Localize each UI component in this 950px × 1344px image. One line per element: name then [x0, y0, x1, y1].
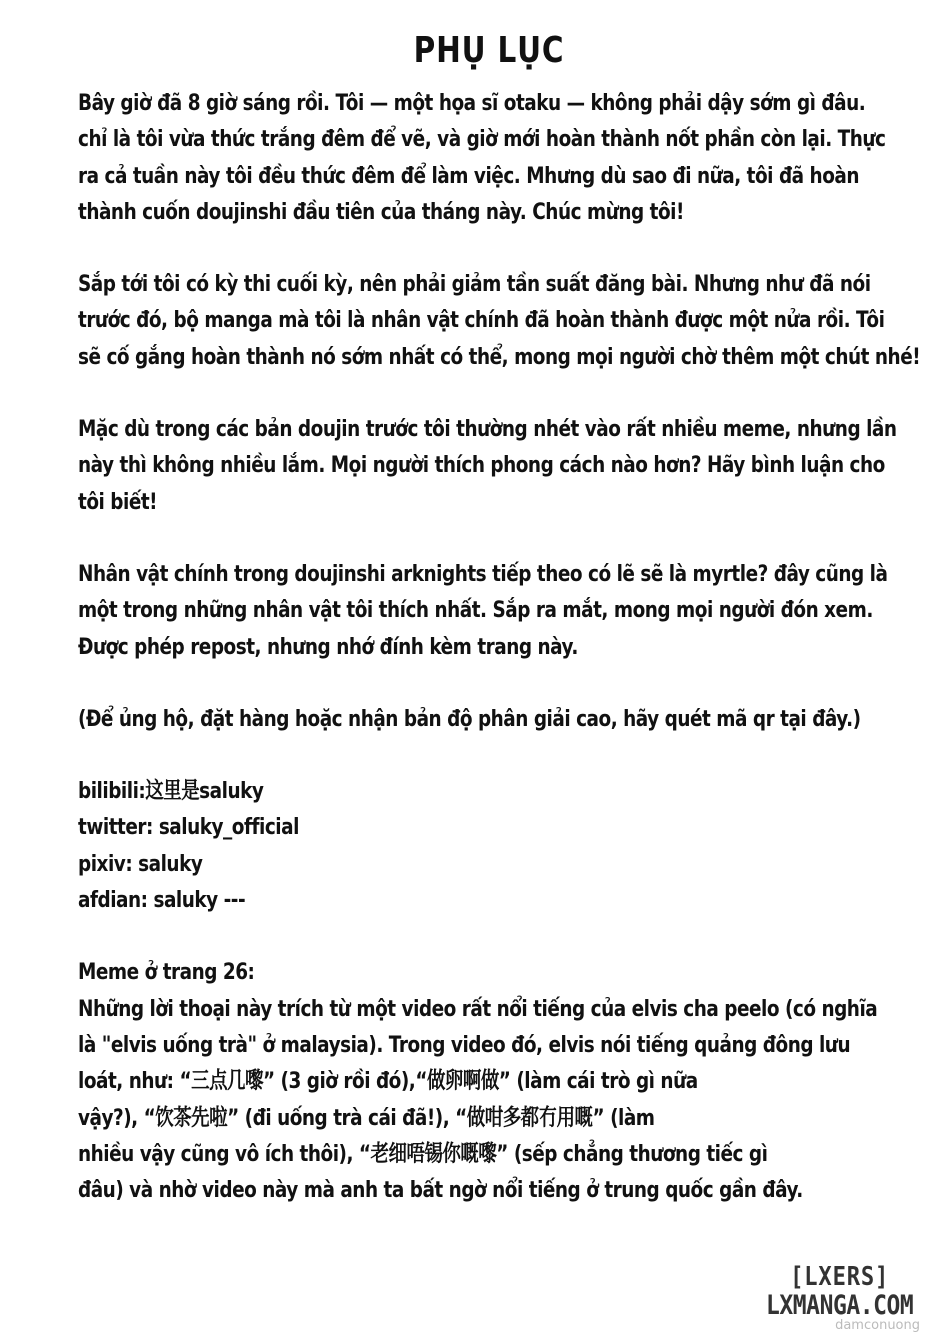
text-line: (Để ủng hộ, đặt hàng hoặc nhận bản độ phân giải cao, hãy quét mã qr tại đây.)	[78, 705, 861, 732]
text-line: trước đó, bộ manga mà tôi là nhân vật chính đã hoàn thành được một nửa rồi. Tôi	[78, 307, 885, 334]
text-line: là "elvis uống trà" ở malaysia). Trong video đó, elvis nói tiếng quảng đông lưu	[78, 1031, 851, 1058]
page-title: PHỤ LỤC	[413, 30, 565, 71]
text-line: thành cuốn doujinshi đầu tiên của tháng này. Chúc mừng tôi!	[78, 198, 684, 225]
text-line: Sắp tới tôi có kỳ thi cuối kỳ, nên phải giảm tần suất đăng bài. Nhưng như đã nói	[78, 271, 871, 298]
paragraph-meme-notes	[78, 954, 900, 1208]
site-watermark	[753, 1262, 926, 1333]
text-line: loát, như: “三点几嚟” (3 giờ rồi đó),“做卵啊做” (làm cái trò gì nữa	[78, 1068, 698, 1095]
text-line: sẽ cố gắng hoàn thành nó sớm nhất có thể, mong mọi người chờ thêm một chút nhé!	[78, 343, 921, 370]
text-line: Bây giờ đã 8 giờ sáng rồi. Tôi — một họa sĩ otaku — không phải dậy sớm gì đâu.	[78, 90, 866, 116]
watermark-site: LXMANGA.COM	[765, 1290, 914, 1321]
text-line: đâu) và nhờ video này mà anh ta bất ngờ nổi tiếng ở trung quốc gần đây.	[78, 1177, 803, 1204]
text-line: Mặc dù trong các bản doujin trước tôi thường nhét vào rất nhiều meme, nhưng lần	[78, 416, 897, 443]
social-link-pixiv: pixiv: saluky	[78, 850, 203, 877]
paragraph-intro	[78, 85, 900, 230]
text-line: này thì không nhiều lắm. Mọi người thích phong cách nào hơn? Hãy bình luận cho	[78, 452, 885, 479]
text-line: chỉ là tôi vừa thức trắng đêm để vẽ, và giờ mới hoàn thành nốt phần còn lại. Thực	[78, 126, 886, 153]
social-link-twitter: twitter: saluky_official	[78, 814, 299, 841]
text-line: nhiều vậy cũng vô ích thôi), “老细唔锡你嘅嚟” (sếp chẳng thương tiếc gì	[78, 1140, 768, 1167]
text-line: Nhân vật chính trong doujinshi arknights tiếp theo có lẽ sẽ là myrtle? đây cũng là	[78, 560, 888, 587]
social-links	[78, 773, 900, 918]
text-line: ra cả tuần này tôi đều thức đêm để làm việc. Mhưng dù sao đi nữa, tôi đã hoàn	[78, 162, 859, 189]
paragraph-exams	[78, 266, 921, 375]
text-line: một trong những nhân vật tôi thích nhất. Sắp ra mắt, mong mọi người đón xem.	[78, 597, 873, 624]
text-line: vậy?), “饮茶先啦” (đi uống trà cái đã!), “做咁多都冇用嘅” (làm	[78, 1104, 655, 1131]
social-link-bilibili: bilibili:这里是saluky	[78, 778, 264, 805]
paragraph-memes	[78, 411, 900, 520]
meme-heading: Meme ở trang 26:	[78, 959, 255, 986]
social-link-afdian: afdian: saluky ---	[78, 887, 246, 914]
text-line: tôi biết!	[78, 488, 158, 515]
watermark-group-name: [LXERS]	[789, 1262, 889, 1292]
text-line: Được phép repost, nhưng nhớ đính kèm trang này.	[78, 633, 578, 660]
text-line: Những lời thoại này trích từ một video rất nổi tiếng của elvis cha peelo (có nghĩa	[78, 995, 878, 1022]
paragraph-next-character	[78, 556, 900, 665]
paragraph-support	[78, 701, 900, 737]
watermark-faint: damconuong	[835, 1318, 920, 1333]
